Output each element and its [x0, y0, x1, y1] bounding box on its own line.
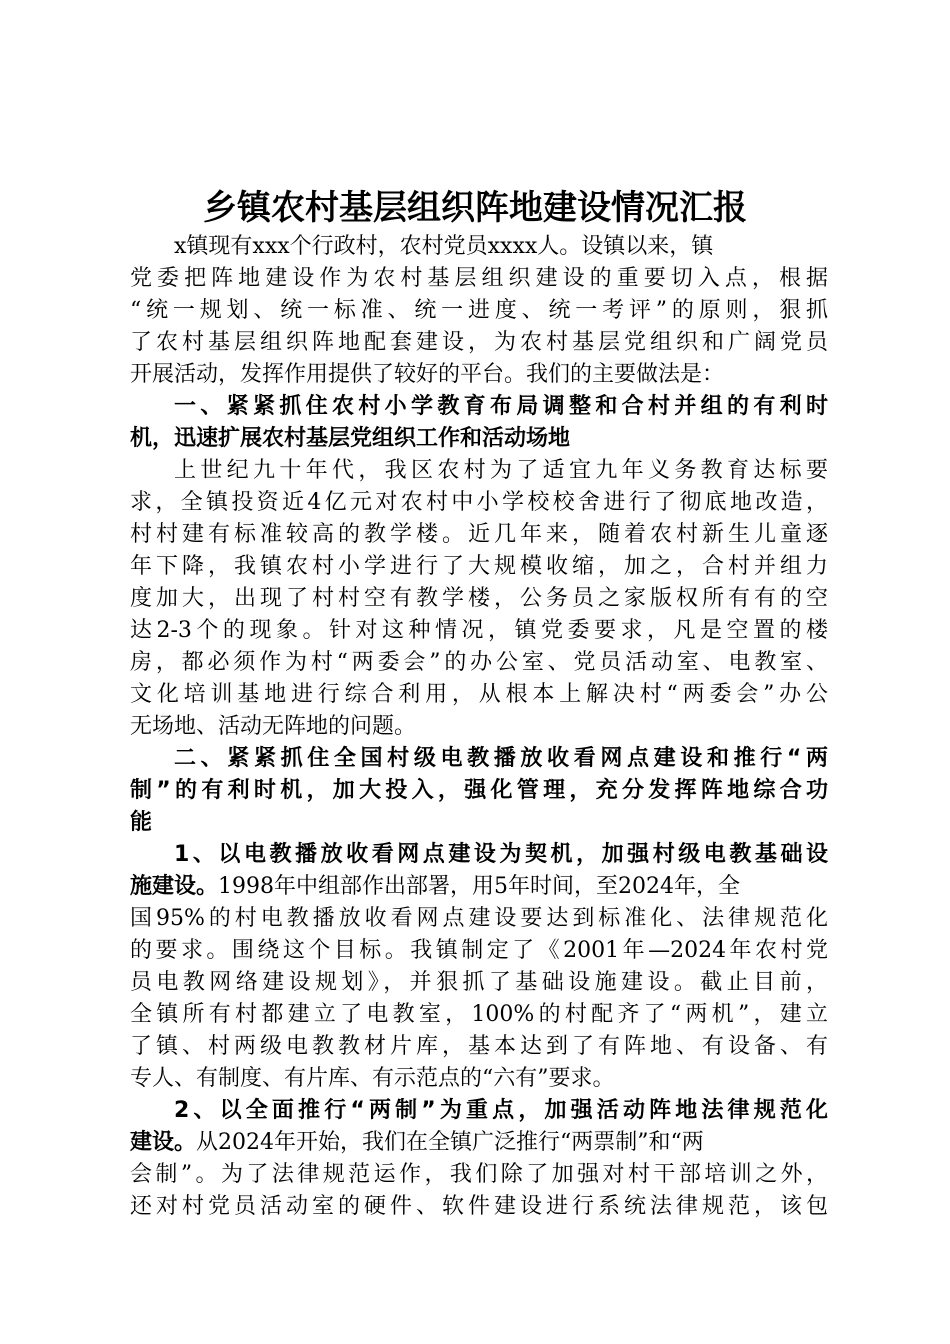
subsection-heading-line: 1、以电教播放收看网点建设为契机，加强村级电教基础设 [174, 842, 828, 867]
body-line: 求，全镇投资近4亿元对农村中小学校校舍进行了彻底地改造， [130, 490, 828, 515]
body-line: 上世纪九十年代，我区农村为了适宜九年义务教育达标要 [174, 458, 828, 483]
body-text: 从2024年开始，我们在全镇广泛推行“两票制”和“两 [196, 1130, 704, 1155]
mixed-line [130, 1127, 704, 1159]
body-line: 无场地、活动无阵地的问题。 [130, 714, 417, 739]
body-line: 还对村党员活动室的硬件、软件建设进行系统法律规范，该包 [130, 1194, 828, 1219]
body-line: “统一规划、统一标准、统一进度、统一考评”的原则，狠抓 [130, 298, 828, 323]
body-line: 房，都必须作为村“两委会”的办公室、党员活动室、电教室、 [130, 650, 828, 675]
section-heading-line: 制”的有利时机，加大投入，强化管理，充分发挥阵地综合功 [130, 778, 828, 803]
subsection-heading-tail: 施建设。 [130, 874, 219, 899]
document-title: 乡镇农村基层组织阵地建设情况汇报 [203, 188, 747, 228]
body-line: 达2-3个的现象。针对这种情况，镇党委要求，凡是空置的楼 [130, 618, 828, 643]
body-line: 村村建有标准较高的教学楼。近几年来，随着农村新生儿童逐 [130, 522, 828, 547]
body-line: 全镇所有村都建立了电教室，100%的村配齐了“两机”，建立 [130, 1002, 828, 1027]
body-line: 文化培训基地进行综合利用，从根本上解决村“两委会”办公 [130, 682, 828, 707]
section-heading-line: 能 [130, 810, 153, 835]
section-heading-line: 机，迅速扩展农村基层党组织工作和活动场地 [130, 426, 571, 451]
section-heading-line: 一、紧紧抓住农村小学教育布局调整和合村并组的有利时 [174, 394, 828, 419]
body-line: 专人、有制度、有片库、有示范点的“六有”要求。 [130, 1066, 615, 1091]
subsection-heading-line: 2、以全面推行“两制”为重点，加强活动阵地法律规范化 [174, 1098, 828, 1123]
body-line: 党委把阵地建设作为农村基层组织建设的重要切入点，根据 [130, 266, 828, 291]
mixed-line [130, 871, 740, 903]
body-line: 年下降，我镇农村小学进行了大规模收缩，加之，合村并组力 [130, 554, 828, 579]
body-line: 了农村基层组织阵地配套建设，为农村基层党组织和广阔党员 [130, 330, 828, 355]
body-line: 国95%的村电教播放收看网点建设要达到标准化、法律规范化 [130, 906, 828, 931]
body-line: 开展活动，发挥作用提供了较好的平台。我们的主要做法是： [130, 362, 725, 387]
body-line: 度加大，出现了村村空有教学楼，公务员之家版权所有有的空 [130, 586, 828, 611]
body-line: 员电教网络建设规划》，并狠抓了基础设施建设。截止目前， [130, 970, 828, 995]
body-line: 了镇、村两级电教教材片库，基本达到了有阵地、有设备、有 [130, 1034, 828, 1059]
subsection-heading-tail: 建设。 [130, 1130, 197, 1155]
body-text: 1998年中组部作出部署，用5年时间，至2024年，全 [218, 874, 740, 899]
section-heading-line: 二、紧紧抓住全国村级电教播放收看网点建设和推行“两 [174, 746, 828, 771]
body-line: 会制”。为了法律规范运作，我们除了加强对村干部培训之外， [130, 1162, 828, 1187]
body-line: 的要求。围绕这个目标。我镇制定了《2001年—2024年农村党 [130, 938, 828, 963]
body-line: x镇现有xxx个行政村，农村党员xxxx人。设镇以来，镇 [174, 234, 714, 259]
